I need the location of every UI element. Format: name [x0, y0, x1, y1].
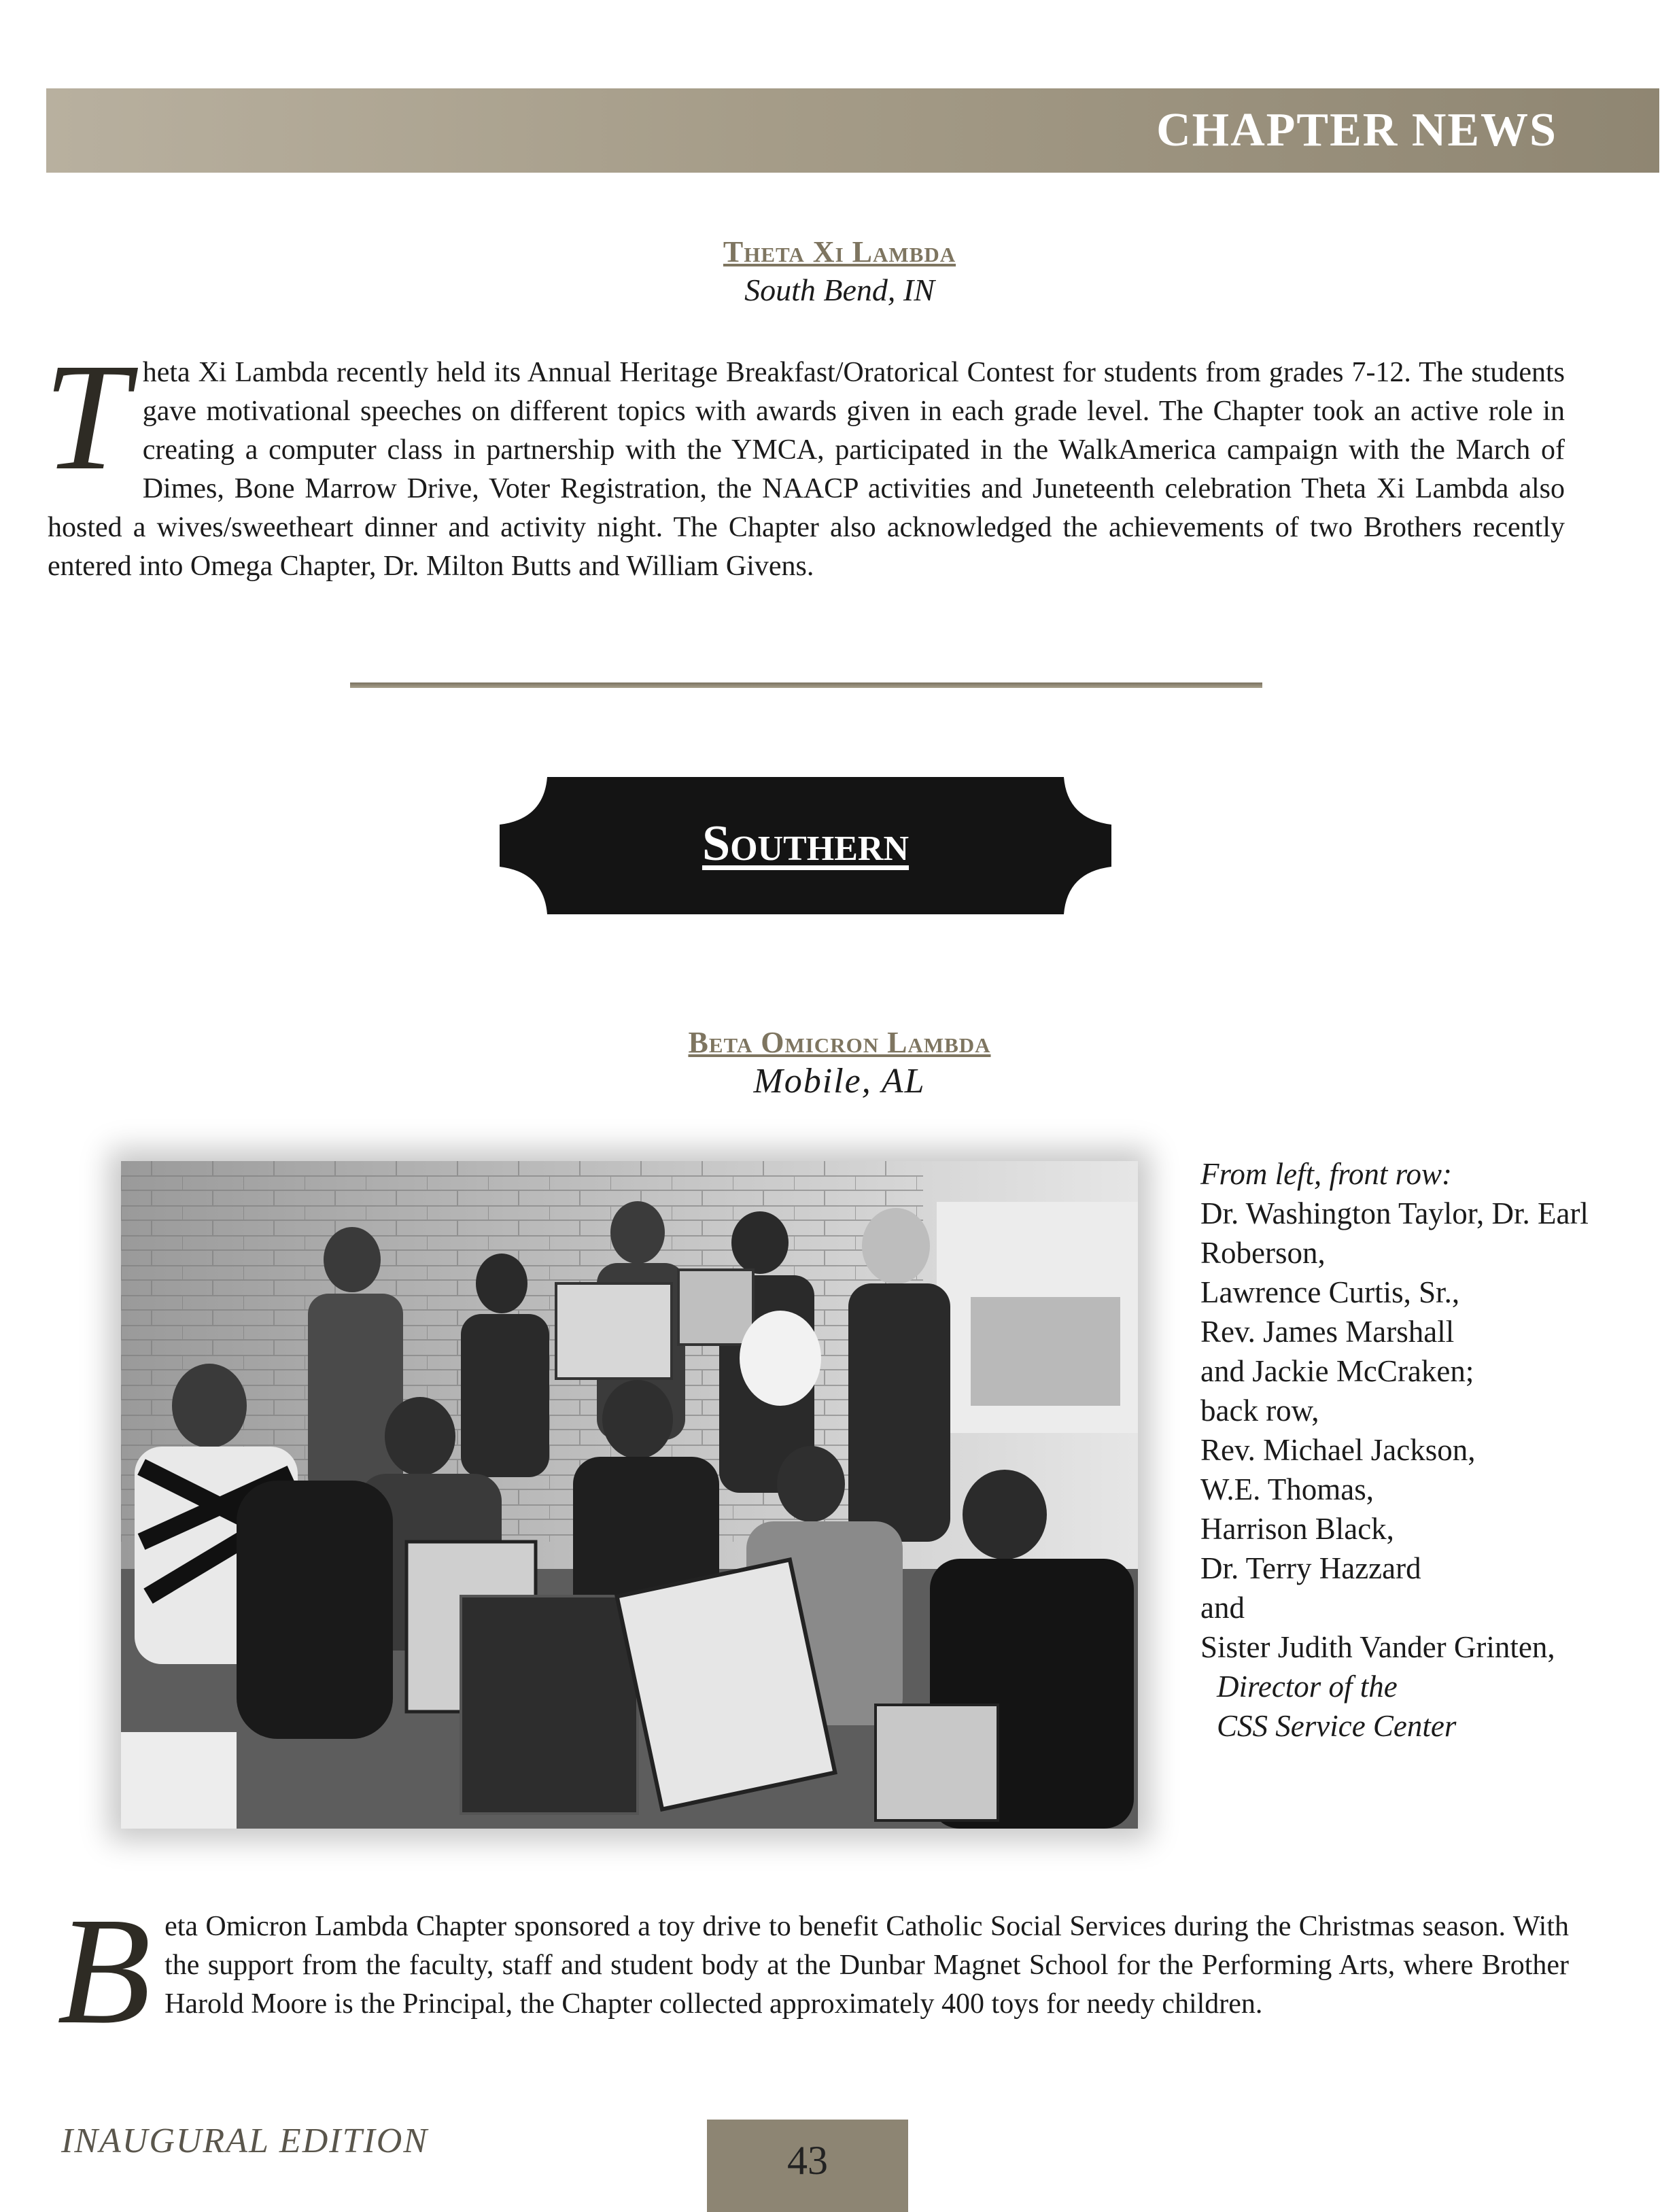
region-plate	[500, 777, 1111, 914]
page-number: 43	[787, 2138, 828, 2183]
drop-cap: T	[44, 332, 129, 502]
caption-line: back row,	[1200, 1394, 1319, 1428]
caption-line: Dr. Terry Hazzard	[1200, 1551, 1421, 1585]
photo-caption	[1200, 1154, 1635, 1746]
article-text: heta Xi Lambda recently held its Annual Heritage Breakfast/Oratorical Contest for students from grades 7-12. The students gave motivational speeches on different topics with awards given in each grade level. The Chapter took an active role in creating a computer class in partnership with the YMCA, participated in the WalkAmerica campaign with the March of Dimes, Bone Marrow Drive, Voter Registration, the NAACP activities and Juneteenth celebration Theta Xi Lambda also hosted a wives/sweetheart dinner and activity night. The Chapter also acknowledged the achievements of two Brothers recently entered into Omega Chapter, Dr. Milton Butts and William Givens.	[48, 357, 1565, 582]
article-body	[57, 1886, 1569, 2056]
group-photo	[121, 1161, 1138, 1829]
chapter-name: Beta Omicron Lambda	[688, 1026, 991, 1059]
chapter-heading	[0, 235, 1679, 308]
caption-line: Lawrence Curtis, Sr.,	[1200, 1275, 1460, 1309]
caption-line: Harrison Black,	[1200, 1512, 1394, 1546]
page-number-tab	[707, 2120, 908, 2212]
chapter-name: Theta Xi Lambda	[723, 235, 956, 269]
caption-line: W.E. Thomas,	[1200, 1472, 1374, 1506]
chapter-city: Mobile, AL	[753, 1062, 926, 1101]
chapter-heading	[0, 1025, 1679, 1101]
group-photo-image	[121, 1161, 1138, 1829]
section-divider	[350, 682, 1262, 688]
section-banner	[46, 88, 1659, 173]
chapter-city: South Bend, IN	[744, 273, 935, 307]
caption-line: Rev. Michael Jackson,	[1200, 1433, 1476, 1467]
caption-line: Rev. James Marshall	[1200, 1315, 1455, 1349]
caption-heading: From left, front row:	[1200, 1157, 1452, 1191]
drop-cap: B	[57, 1886, 152, 2056]
article-text: eta Omicron Lambda Chapter sponsored a toy drive to benefit Catholic Social Services during the Christmas season. With the support from the faculty, staff and student body at the Dunbar Magnet School for the Performing Arts, where Brother Harold Moore is the Principal, the Chapter collected approximately 400 toys for needy children.	[165, 1911, 1569, 2020]
article-body	[44, 332, 1565, 586]
caption-role: CSS Service Center	[1217, 1709, 1457, 1743]
caption-line: and Jackie McCraken;	[1200, 1354, 1474, 1388]
caption-line: and	[1200, 1591, 1245, 1625]
caption-role: Director of the	[1217, 1670, 1398, 1704]
region-label: Southern	[702, 816, 910, 871]
caption-line: Sister Judith Vander Grinten,	[1200, 1630, 1555, 1664]
caption-line: Dr. Washington Taylor, Dr. Earl Roberson,	[1200, 1196, 1589, 1270]
section-title: CHAPTER NEWS	[1156, 104, 1557, 156]
edition-label: INAUGURAL EDITION	[61, 2122, 429, 2160]
